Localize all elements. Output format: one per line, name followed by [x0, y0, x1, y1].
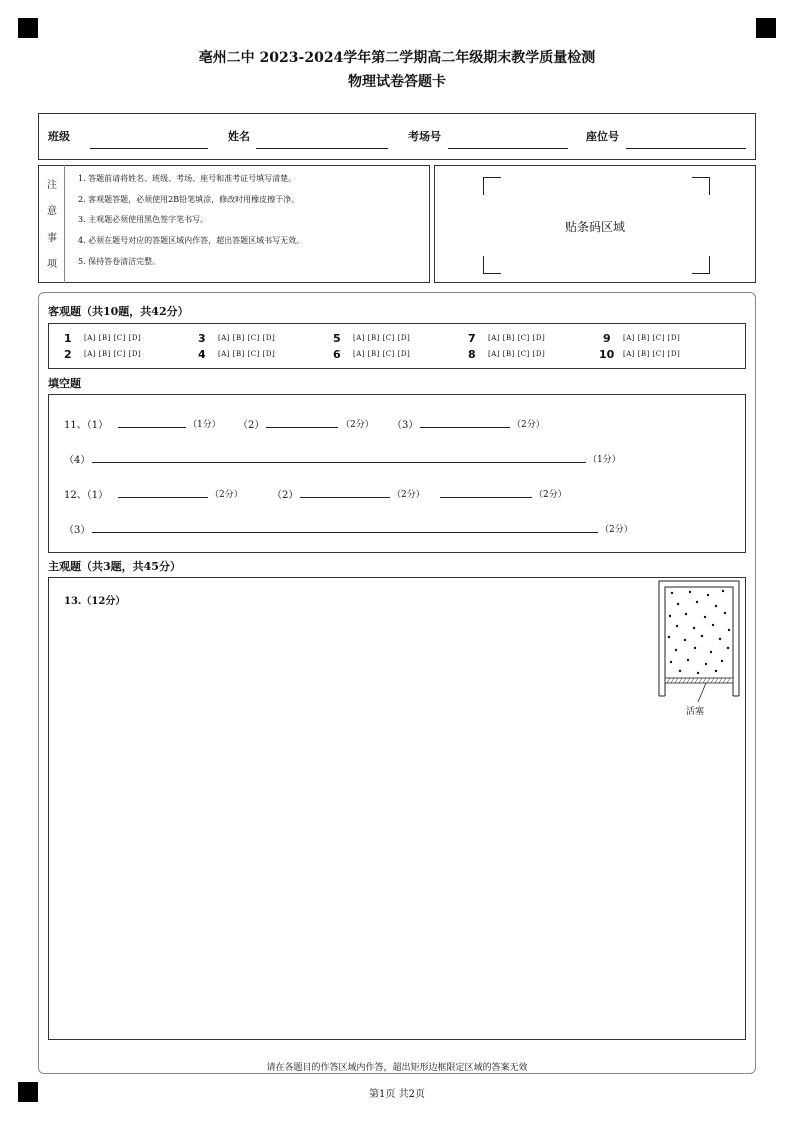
notice-heading-char: 事	[47, 233, 57, 244]
barcode-corner	[483, 256, 501, 274]
q12-part3-blank[interactable]	[92, 532, 598, 533]
q12-part2-points: （2分）	[392, 490, 425, 500]
answer-area-notice: 请在各题目的作答区域内作答，超出矩形边框限定区域的答案无效	[266, 1063, 528, 1073]
cylinder-piston-figure	[650, 578, 746, 718]
question-number: 3	[198, 332, 206, 345]
answer-options[interactable]: [A] [B] [C] [D]	[218, 334, 276, 342]
name-label: 姓名	[228, 130, 250, 143]
answer-options[interactable]: [A] [B] [C] [D]	[488, 334, 546, 342]
q11-part1-blank[interactable]	[118, 427, 186, 428]
question-number: 5	[333, 332, 341, 345]
notice-divider	[64, 165, 65, 283]
q11-part4-blank[interactable]	[92, 462, 586, 463]
q11-part1-points: （1分）	[188, 420, 221, 430]
name-field[interactable]	[256, 148, 388, 149]
q11-part2-blank[interactable]	[266, 427, 338, 428]
barcode-corner	[692, 256, 710, 274]
question-number: 9	[603, 332, 611, 345]
notice-item: 4. 必须在题号对应的答题区域内作答，超出答题区域书写无效。	[78, 236, 305, 245]
student-info-box	[38, 113, 756, 160]
answer-options[interactable]: [A] [B] [C] [D]	[218, 350, 276, 358]
question-number: 6	[333, 348, 341, 361]
seat-number-field[interactable]	[626, 148, 746, 149]
question-number: 1	[64, 332, 72, 345]
question-number: 2	[64, 348, 72, 361]
exam-title: 亳州二中 2023-2024学年第二学期高二年级期末教学质量检测	[198, 50, 596, 66]
q11-part1-label: 11、（1）	[64, 420, 109, 431]
question-number: 10	[599, 348, 615, 361]
registration-marker-top-left	[18, 18, 38, 38]
subjective-section-title: 主观题（共3题，共45分）	[48, 560, 181, 573]
q11-part2-points: （2分）	[341, 420, 374, 430]
q12-part2b-blank[interactable]	[440, 497, 532, 498]
answer-options[interactable]: [A] [B] [C] [D]	[623, 334, 681, 342]
seat-number-label: 座位号	[586, 130, 619, 143]
q12-part2-blank[interactable]	[300, 497, 390, 498]
notice-item: 3. 主观题必须使用黑色签字笔书写。	[78, 215, 209, 224]
class-label: 班级	[48, 130, 70, 143]
q12-part1-blank[interactable]	[118, 497, 208, 498]
fill-section-title: 填空题	[48, 377, 81, 390]
notice-heading-char: 意	[47, 206, 57, 217]
q11-part4-label: （4）	[64, 455, 91, 466]
page-number: 第1页 共2页	[369, 1089, 425, 1100]
q12-part2b-points: （2分）	[534, 490, 567, 500]
question-number: 4	[198, 348, 206, 361]
exam-room-label: 考场号	[408, 130, 441, 143]
notice-item: 1. 答题前请将姓名、班级、考场、座号和准考证号填写清楚。	[78, 174, 297, 183]
registration-marker-top-right	[756, 18, 776, 38]
exam-subtitle: 物理试卷答题卡	[348, 74, 446, 90]
q12-part2-label: （2）	[272, 490, 299, 501]
notice-item: 2. 客观题答题，必须使用2B铅笔填涂，修改时用橡皮擦干净。	[78, 195, 300, 204]
objective-section-title: 客观题（共10题，共42分）	[48, 305, 189, 318]
class-field[interactable]	[90, 148, 208, 149]
answer-options[interactable]: [A] [B] [C] [D]	[84, 350, 142, 358]
q12-part1-points: （2分）	[210, 490, 243, 500]
exam-room-field[interactable]	[448, 148, 568, 149]
question-number: 8	[468, 348, 476, 361]
answer-options[interactable]: [A] [B] [C] [D]	[353, 334, 411, 342]
q13-answer-box[interactable]	[48, 577, 746, 1040]
notice-heading-char: 项	[47, 259, 57, 270]
q12-part3-points: （2分）	[600, 525, 633, 535]
barcode-label: 贴条码区域	[564, 220, 625, 234]
q13-label: 13.（12分）	[64, 596, 126, 607]
answer-options[interactable]: [A] [B] [C] [D]	[623, 350, 681, 358]
q11-part3-points: （2分）	[512, 420, 545, 430]
q12-part1-label: 12、（1）	[64, 490, 109, 501]
barcode-corner	[483, 177, 501, 195]
q11-part4-points: （1分）	[588, 455, 621, 465]
objective-answer-box	[48, 323, 746, 369]
piston-label: 活塞	[686, 707, 705, 717]
answer-options[interactable]: [A] [B] [C] [D]	[488, 350, 546, 358]
notice-item: 5. 保持答卷清洁完整。	[78, 257, 161, 266]
q11-part2-label: （2）	[238, 420, 265, 431]
answer-options[interactable]: [A] [B] [C] [D]	[353, 350, 411, 358]
answer-options[interactable]: [A] [B] [C] [D]	[84, 334, 142, 342]
q12-part3-label: （3）	[64, 525, 91, 536]
q11-part3-label: （3）	[392, 420, 419, 431]
barcode-corner	[692, 177, 710, 195]
q11-part3-blank[interactable]	[420, 427, 510, 428]
question-number: 7	[468, 332, 476, 345]
notice-heading-char: 注	[47, 180, 57, 191]
